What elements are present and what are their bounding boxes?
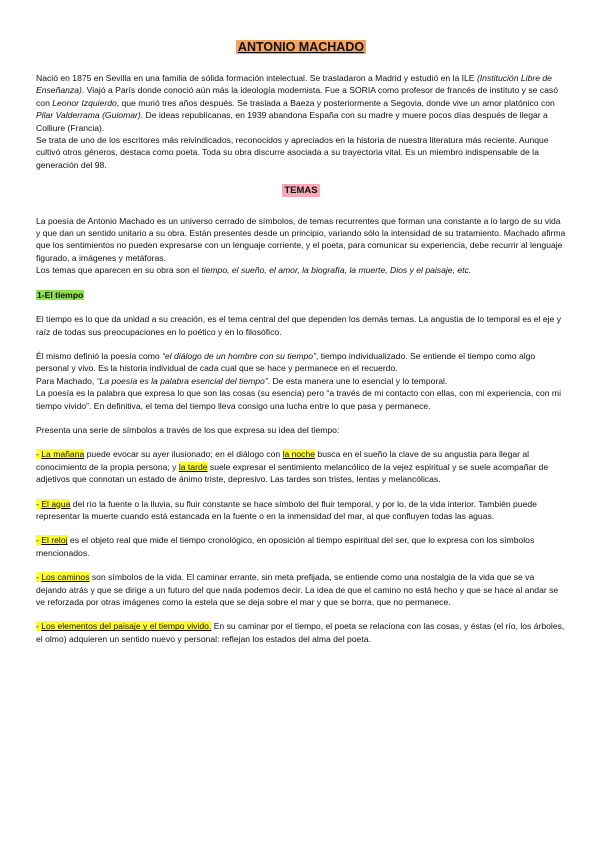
bullet-dash: - — [36, 498, 42, 509]
tiempo-paragraph-3 — [36, 375, 566, 387]
tiempo-paragraph-1: El tiempo es lo que da unidad a su creación, es el tema central del que dependen los demás temas. La angustia de lo temporal es el eje y raíz de todas sus preocupaciones en lo poético y en lo filosófico. — [36, 314, 562, 337]
bullet-dash: - — [36, 449, 42, 460]
bio-paragraph-2: Se trata de uno de los escritores más reivindicados, reconocidos y apreciados en la historia de nuestra literatura más reciente. Aunque cultivó otros géneros, destaca como poeta. Toda su obra discurre asociada a su trayectoria vital. Es un miembro indispensable de la generación del 98. — [36, 135, 549, 170]
tiempo-heading: 1-El tiempo — [37, 289, 84, 300]
bio-ile: (Institución Libre de Enseñanza) — [36, 73, 552, 96]
tiempo-heading-line — [36, 289, 566, 301]
bullet-dash: - — [36, 572, 42, 583]
simbolo-text: En su caminar por el tiempo, el poeta se relaciona con las cosas, y éstas (el río, los árboles, el olmo) adquieren un sentido nuevo y personal: reflejan los estados del alma del poeta. — [36, 621, 565, 644]
tiempo-text: Para Machado, — [36, 375, 97, 386]
simbolo-manana — [36, 448, 566, 485]
simbolo-text: suele expresar el sentimiento melancólico de la vejez espiritual y se suele acompañar de adjetivos que connotan un estado de ánimo triste, depresivo. Las tardes son tristes, lentas y melancólicas. — [36, 461, 549, 485]
temas-heading: TEMAS — [284, 185, 318, 197]
tiempo-text: Él mismo definió la poesía como — [36, 350, 163, 361]
temas-text: Los temas que aparecen en su obra son el — [36, 265, 202, 276]
title-container — [36, 40, 566, 55]
keyword-paisaje: Los elementos del paisaje y el tiempo vivido. — [41, 621, 212, 632]
keyword-tarde: la tarde — [178, 461, 208, 472]
simbolo-paisaje — [36, 620, 566, 645]
temas-list: tiempo, el sueño, el amor, la biografía, la muerte, Dios y el paisaje, etc. — [201, 265, 472, 276]
simbolo-reloj — [36, 534, 566, 559]
simbolo-caminos — [36, 571, 566, 608]
bullet-dash: - — [36, 621, 42, 632]
tiempo-paragraph-2 — [36, 350, 566, 375]
simbolo-text: busca en el sueño la clave de su angustia para llegar al conocimiento de la propia persona; y — [36, 449, 530, 472]
simbolo-text: son símbolos de la vida. El caminar errante, sin meta prefijada, se entiende como una nostalgia de la vida que se va dejando atrás y que se dirige a un futuro del que nada podemos decir. La idea de que el camino no está hecho y que se hace al andar se ve reforzada por otras imágenes como la estela que se deja sobre el mar y que se borra, que no permanece. — [36, 572, 559, 607]
bio-text: Nació en 1875 en Sevilla en una familia de sólida formación intelectual. Se trasladaron a Madrid y estudió en la ILE — [36, 73, 477, 83]
temas-heading-container — [36, 184, 566, 197]
bullet-dash: - — [36, 535, 42, 546]
keyword-agua: El agua — [41, 498, 71, 509]
bio-text: . Viajó a París donde conoció aún más la ideología modernista. Fue a SORIA como profesor de francés de instituto y se casó con — [36, 85, 558, 108]
temas-list-paragraph — [36, 264, 566, 276]
page-title: ANTONIO MACHADO — [237, 40, 365, 54]
simbolo-text: del río la fuente o la lluvia, su fluir constante se hace símbolo del fluir temporal, y por lo, de la vida interior. También puede representar la muerte cuando está estancada en la fuente o en la inmensidad del mar, al que confluyen todas las aguas. — [36, 498, 537, 521]
simbolo-text: puede evocar su ayer ilusionado; en el diálogo con — [84, 449, 283, 460]
tiempo-text: . De esta manera une lo esencial y lo temporal. — [267, 375, 448, 386]
bio-leonor: Leonor Izquierdo — [52, 97, 117, 108]
simbolo-text: es el objeto real que mide el tiempo cronológico, en oposición al tiempo espiritual del ser, que lo expresa con los símbolos mencionados. — [36, 535, 535, 558]
temas-paragraph: La poesía de Antonio Machado es un universo cerrado de símbolos, de temas recurrentes que forman una constante a lo largo de su vida y que dan un sentido unitario a su obra. Están presentes desde un principio, variando sólo la intensidad de su tratamiento. Machado afirma que los sentimientos no pueden expresarse con un lenguaje corriente, y el poeta, para comunicar su experiencia, debe recurrir al lenguaje figurado, a imágenes y metáforas. — [36, 215, 566, 263]
tiempo-quote: “La poesía es la palabra esencial del tiempo” — [96, 375, 268, 386]
bio-pilar: Pilar Valderrama (Guiomar) — [36, 110, 141, 121]
tiempo-paragraph-4: La poesía es la palabra que expresa lo que son las cosas (su esencia) pero “a través de mi contacto con ellas, con mi experiencia, con mi tiempo vivido”. En definitiva, el tema del tiempo lleva consigo una lucha entre lo que pasa y permanece. — [36, 388, 561, 411]
bio-text: . De ideas republicanas, en 1939 abandona España con su madre y muere pocos días después de llegar a Colliure (Francia). — [36, 110, 548, 133]
keyword-manana: La mañana — [41, 449, 85, 460]
bio-paragraph — [36, 72, 566, 134]
keyword-caminos: Los caminos — [41, 572, 90, 583]
tiempo-quote: “el diálogo de un hombre con su tiempo” — [162, 350, 316, 361]
bio-text: , que murió tres años después. Se traslada a Baeza y posteriormente a Segovia, donde vive un amor platónico con — [116, 97, 555, 108]
keyword-reloj: El reloj — [41, 535, 68, 546]
tiempo-paragraph-5: Presenta una serie de símbolos a través de los que expresa su idea del tiempo: — [36, 424, 340, 435]
simbolo-agua — [36, 498, 566, 523]
keyword-noche: la noche — [282, 449, 316, 460]
tiempo-text: , tiempo individualizado. Se entiende el tiempo como algo personal y vivo. Es la historia individual de cada cual que se hace y permanece en el recuerdo. — [36, 350, 536, 374]
